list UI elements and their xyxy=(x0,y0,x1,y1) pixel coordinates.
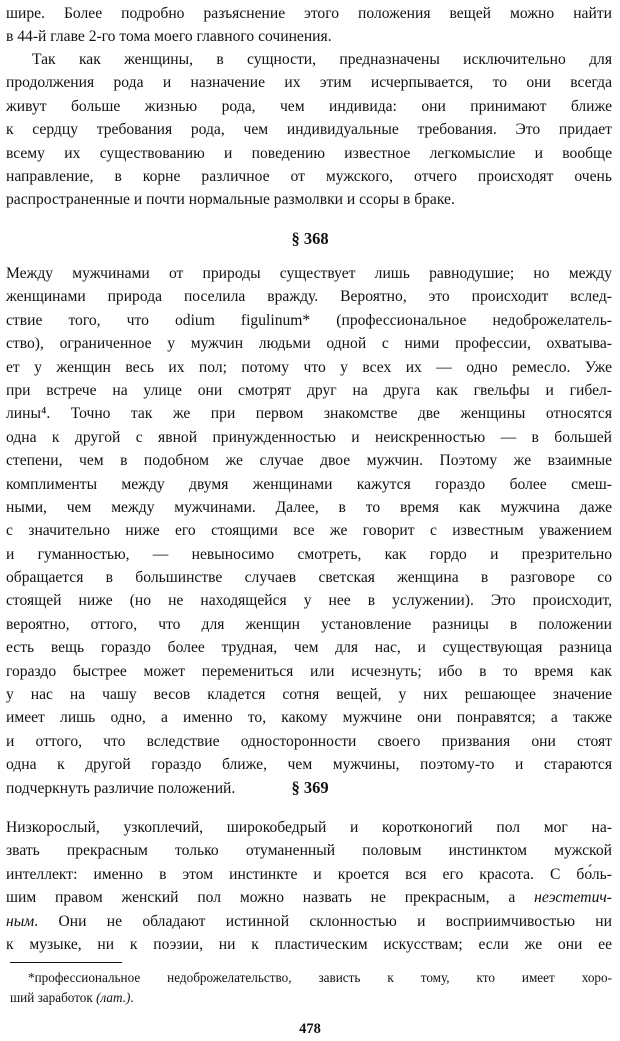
text-line: с значительно ниже его стоящими все же говорит с известным уважением xyxy=(6,522,612,540)
italic-term: ным xyxy=(6,912,35,930)
text-line: и гуманностью, — невыносимо смотреть, как гордо и презрительно xyxy=(6,545,612,563)
text-line xyxy=(6,910,612,933)
text-line: живут больше жизнью рода, чем индивида: они принимают ближе xyxy=(6,97,612,115)
paragraph-section-369 xyxy=(6,816,612,956)
text-line: у нас на чашу весов кладется сотня вещей, у них решающее значение xyxy=(6,686,612,704)
text-line: Низкорослый, узкоплечий, широкобедрый и коротконогий пол мог на- xyxy=(6,819,612,836)
text-line: гораздо быстрее может перемениться или исчезнуть; ибо в то время как xyxy=(6,662,612,680)
text-run: . Они не обладают истинной склонностью и восприимчивостью ни xyxy=(34,912,612,930)
text-line: и оттого, что вследствие односторонности своего призвания они стоят xyxy=(6,732,612,750)
text-line: распространенные и почти нормальные размолвки и ссоры в браке. xyxy=(6,191,455,209)
text-line: ными, чем между мужчинами. Далее, в то время как мужчина даже xyxy=(6,498,612,516)
text-line: звать прекрасным только отуманенный половым инстинктом мужской xyxy=(6,842,612,860)
text-line: лины⁴. Точно так же при первом знакомстве две женщины относятся xyxy=(6,405,612,423)
footnote-divider xyxy=(10,962,122,963)
text-line: вероятно, оттого, что для женщин установление разницы в положении xyxy=(6,615,612,633)
italic-term: (лат.) xyxy=(96,990,131,1005)
paragraph-continuation xyxy=(6,2,612,49)
text-run: ший заработок xyxy=(10,990,97,1005)
paragraph-section-368 xyxy=(6,262,612,800)
text-line: Между мужчинами от природы существует лишь равнодушие; но между xyxy=(6,265,612,282)
text-line: комплименты между двумя женщинами кажутся гораздо более смеш- xyxy=(6,475,612,493)
text-line: есть вещь гораздо более трудная, чем для нас, и существующая разница xyxy=(6,639,612,657)
text-line: Так как женщины, в сущности, предназначены исключительно для xyxy=(32,51,612,68)
text-line: интеллект: именно в этом инстинкте и кроется вся его красота. С бо́ль- xyxy=(6,865,612,883)
text-line: направление, в корне различное от мужского, отчего происходят очень xyxy=(6,167,612,185)
text-line: одна к другой гораздо ближе, чем мужчины, поэтому-то и стараются xyxy=(6,756,612,774)
text-line: обращается в большинстве случаев светская женщина в разговоре со xyxy=(6,569,612,587)
text-line: в 44-й главе 2-го тома моего главного сочинения. xyxy=(6,28,332,46)
page-number: 478 xyxy=(299,1021,321,1037)
text-line: всему их существованию и поведению известное легкомыслие и вообще xyxy=(6,144,612,162)
text-line: к сердцу требования рода, чем индивидуальные требования. Это придает xyxy=(6,121,612,139)
text-line: при встрече на улице они смотрят друг на друга как гвельфы и гибел- xyxy=(6,381,612,399)
section-heading-369: § 369 xyxy=(291,778,329,797)
text-run: . xyxy=(130,990,134,1005)
text-line: имеет лишь одно, а именно то, какому мужчине они понравятся; а также xyxy=(6,709,612,727)
text-line: шире. Более подробно разъяснение этого положения вещей можно найти xyxy=(6,5,612,22)
text-line: ствие того, что odium figulinum* (профессиональное недоброжелатель- xyxy=(6,311,612,329)
text-line: к музыке, ни к поэзии, ни к пластическим искусствам; если же они ее xyxy=(6,935,612,953)
text-line: женщинами природа поселила вражду. Вероятно, это происходит вслед- xyxy=(6,288,612,306)
text-line xyxy=(6,886,612,909)
paragraph-women-purpose xyxy=(6,48,612,212)
section-heading-368: § 368 xyxy=(291,229,329,248)
text-line: степени, чем в подобном же случае двое мужчин. Поэтому же взаимные xyxy=(6,452,612,470)
text-line: подчеркнуть различие положений. xyxy=(6,779,236,797)
footnote-line: *профессиональное недоброжелательство, зависть к тому, кто имеет хоро- xyxy=(28,970,612,985)
italic-term: неэстетич- xyxy=(534,889,612,907)
text-line: продолжения рода и назначение их этим исчерпывается, то они всегда xyxy=(6,74,612,92)
text-line: одна к другой с явной принужденностью и неискренностью — в большей xyxy=(6,428,612,446)
footnote xyxy=(10,968,612,1008)
footnote-line xyxy=(10,988,612,1008)
text-run: шим правом женский пол можно назвать не прекрасным, а xyxy=(6,889,535,907)
text-line: ство), ограниченное у мужчин людьми одной с ними профессии, охватыва- xyxy=(6,335,612,353)
text-line: стоящей ниже (но не находящейся у нее в услужении). Это происходит, xyxy=(6,592,612,610)
text-line: ет у женщин весь их пол; потому что у всех их — одно ремесло. Уже xyxy=(6,358,612,376)
